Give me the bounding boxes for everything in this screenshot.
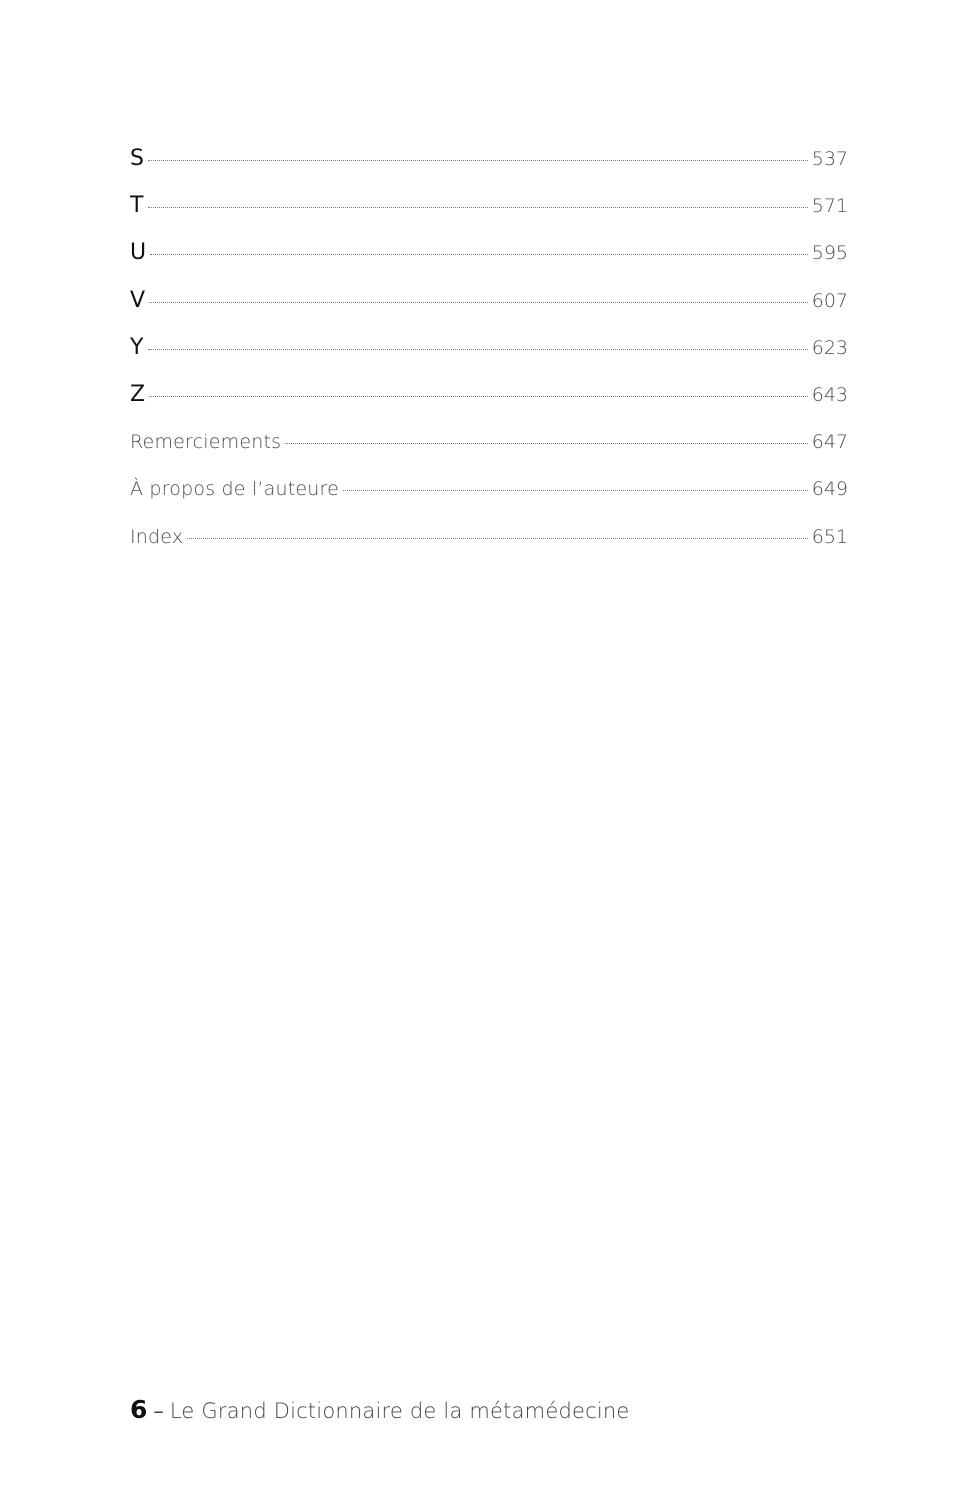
dot-leader bbox=[149, 396, 807, 397]
toc-entry-u[interactable] bbox=[130, 236, 848, 283]
toc-entry-label: Y bbox=[130, 334, 144, 360]
toc-entry-y[interactable] bbox=[130, 331, 848, 378]
dot-leader bbox=[148, 349, 808, 350]
toc-entry-page: 643 bbox=[811, 383, 848, 406]
dot-leader bbox=[285, 443, 808, 444]
dot-leader bbox=[149, 302, 807, 303]
toc-entry-label: S bbox=[130, 146, 145, 171]
toc-entry-t[interactable] bbox=[130, 189, 848, 236]
dot-leader bbox=[148, 160, 808, 161]
toc-entry-page: 537 bbox=[811, 148, 848, 170]
toc-entry-label: U bbox=[130, 240, 147, 266]
toc-entry-a-propos[interactable] bbox=[130, 472, 848, 519]
toc-entry-remerciements[interactable] bbox=[130, 425, 848, 472]
page-number: 6 bbox=[130, 1395, 148, 1424]
toc-entry-index[interactable] bbox=[130, 520, 848, 567]
footer-separator: – bbox=[153, 1399, 164, 1423]
page-footer bbox=[130, 1395, 630, 1424]
dot-leader bbox=[187, 538, 807, 539]
toc-entry-label: Index bbox=[130, 525, 184, 548]
toc-entry-label: T bbox=[130, 193, 144, 219]
toc-entry-page: 623 bbox=[811, 336, 848, 359]
toc-entry-v[interactable] bbox=[130, 284, 848, 331]
dot-leader bbox=[148, 207, 808, 208]
toc-entry-page: 571 bbox=[811, 195, 848, 218]
toc-entry-page: 651 bbox=[811, 525, 848, 548]
toc-entry-page: 595 bbox=[811, 242, 848, 265]
toc-entry-page: 649 bbox=[811, 478, 848, 501]
dot-leader bbox=[150, 254, 807, 255]
toc-entry-label: Remerciements bbox=[130, 431, 282, 454]
toc-entry-z[interactable] bbox=[130, 378, 848, 425]
toc-entry-label: V bbox=[130, 287, 146, 313]
toc-entry-page: 607 bbox=[811, 289, 848, 312]
toc-entry-label: À propos de l’auteure bbox=[130, 478, 339, 501]
toc-entry-page: 647 bbox=[811, 431, 848, 454]
dot-leader bbox=[343, 490, 808, 491]
toc-entry-s[interactable] bbox=[130, 142, 848, 189]
running-title: Le Grand Dictionnaire de la métamédecine bbox=[169, 1399, 630, 1423]
toc-entry-label: Z bbox=[130, 381, 146, 407]
table-of-contents bbox=[130, 142, 848, 567]
